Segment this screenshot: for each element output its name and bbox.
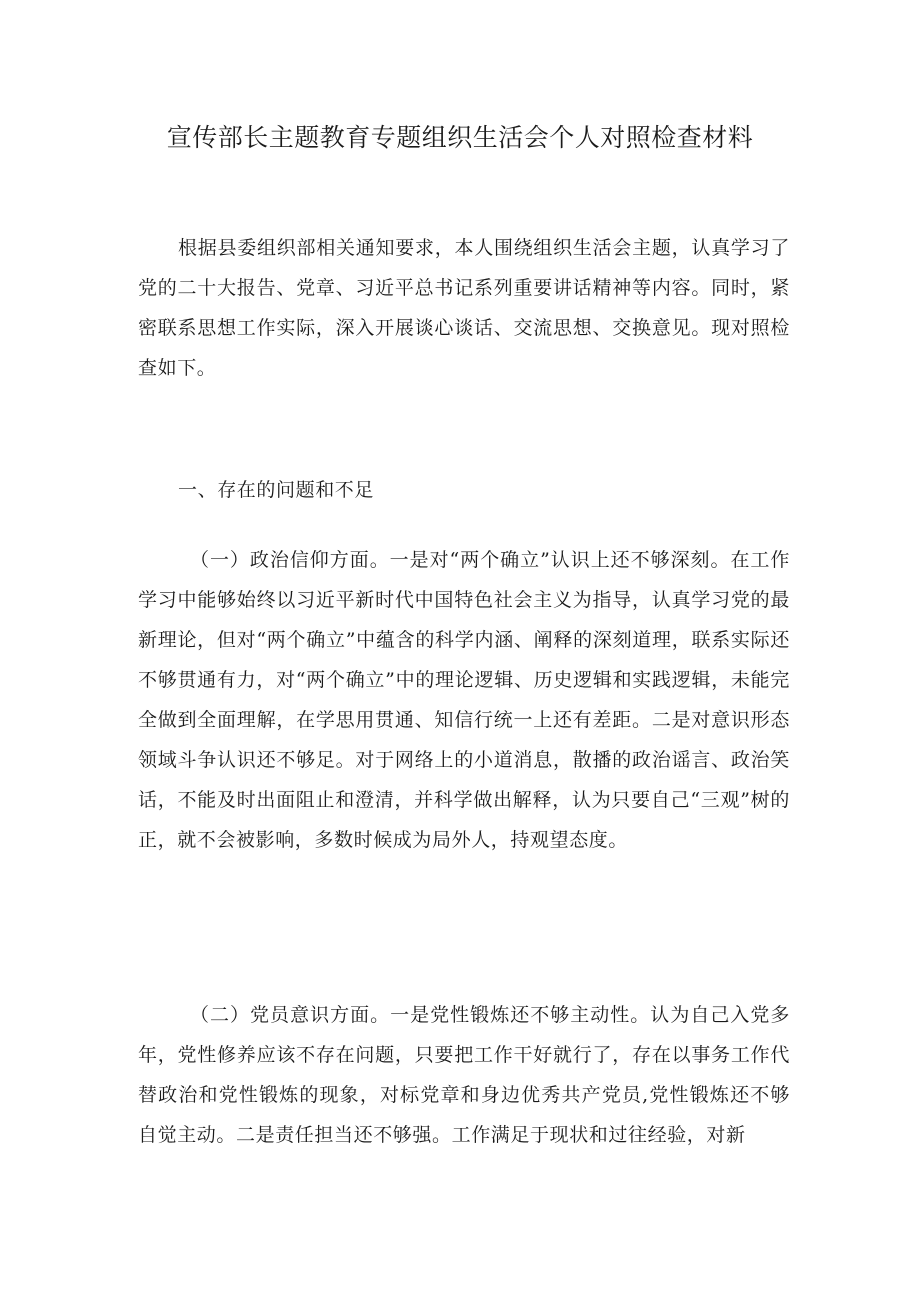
- section-heading-problems: 一、存在的问题和不足: [178, 479, 375, 501]
- party-awareness-paragraph: （二）党员意识方面。一是党性锻炼还不够主动性。认为自己入党多年，党性修养应该不存在问题，只要把工作干好就行了，存在以事务工作代替政治和党性锻炼的现象，对标党章和身边优秀共产党员,党性锻炼还不够自觉主动。二是责任担当还不够强。工作满足于现状和过往经验，对新: [138, 1004, 790, 1146]
- intro-paragraph: 根据县委组织部相关通知要求，本人围绕组织生活会主题，认真学习了党的二十大报告、党章、习近平总书记系列重要讲话精神等内容。同时，紧密联系思想工作实际，深入开展谈心谈话、交流思想、交换意见。现对照检查如下。: [138, 237, 790, 379]
- political-belief-paragraph: （一）政治信仰方面。一是对“两个确立”认识上还不够深刻。在工作学习中能够始终以习近平新时代中国特色社会主义为指导，认真学习党的最新理论，但对“两个确立”中蕴含的科学内涵、阐释的深刻道理，联系实际还不够贯通有力，对“两个确立”中的理论逻辑、历史逻辑和实践逻辑，未能完全做到全面理解，在学思用贯通、知信行统一上还有差距。二是对意识形态领域斗争认识还不够足。对于网络上的小道消息，散播的政治谣言、政治笑话，不能及时出面阻止和澄清，并科学做出解释，认为只要自己“三观”树的正，就不会被影响，多数时候成为局外人，持观望态度。: [138, 549, 790, 851]
- document-title: 宣传部长主题教育专题组织生活会个人对照检查材料: [166, 123, 754, 152]
